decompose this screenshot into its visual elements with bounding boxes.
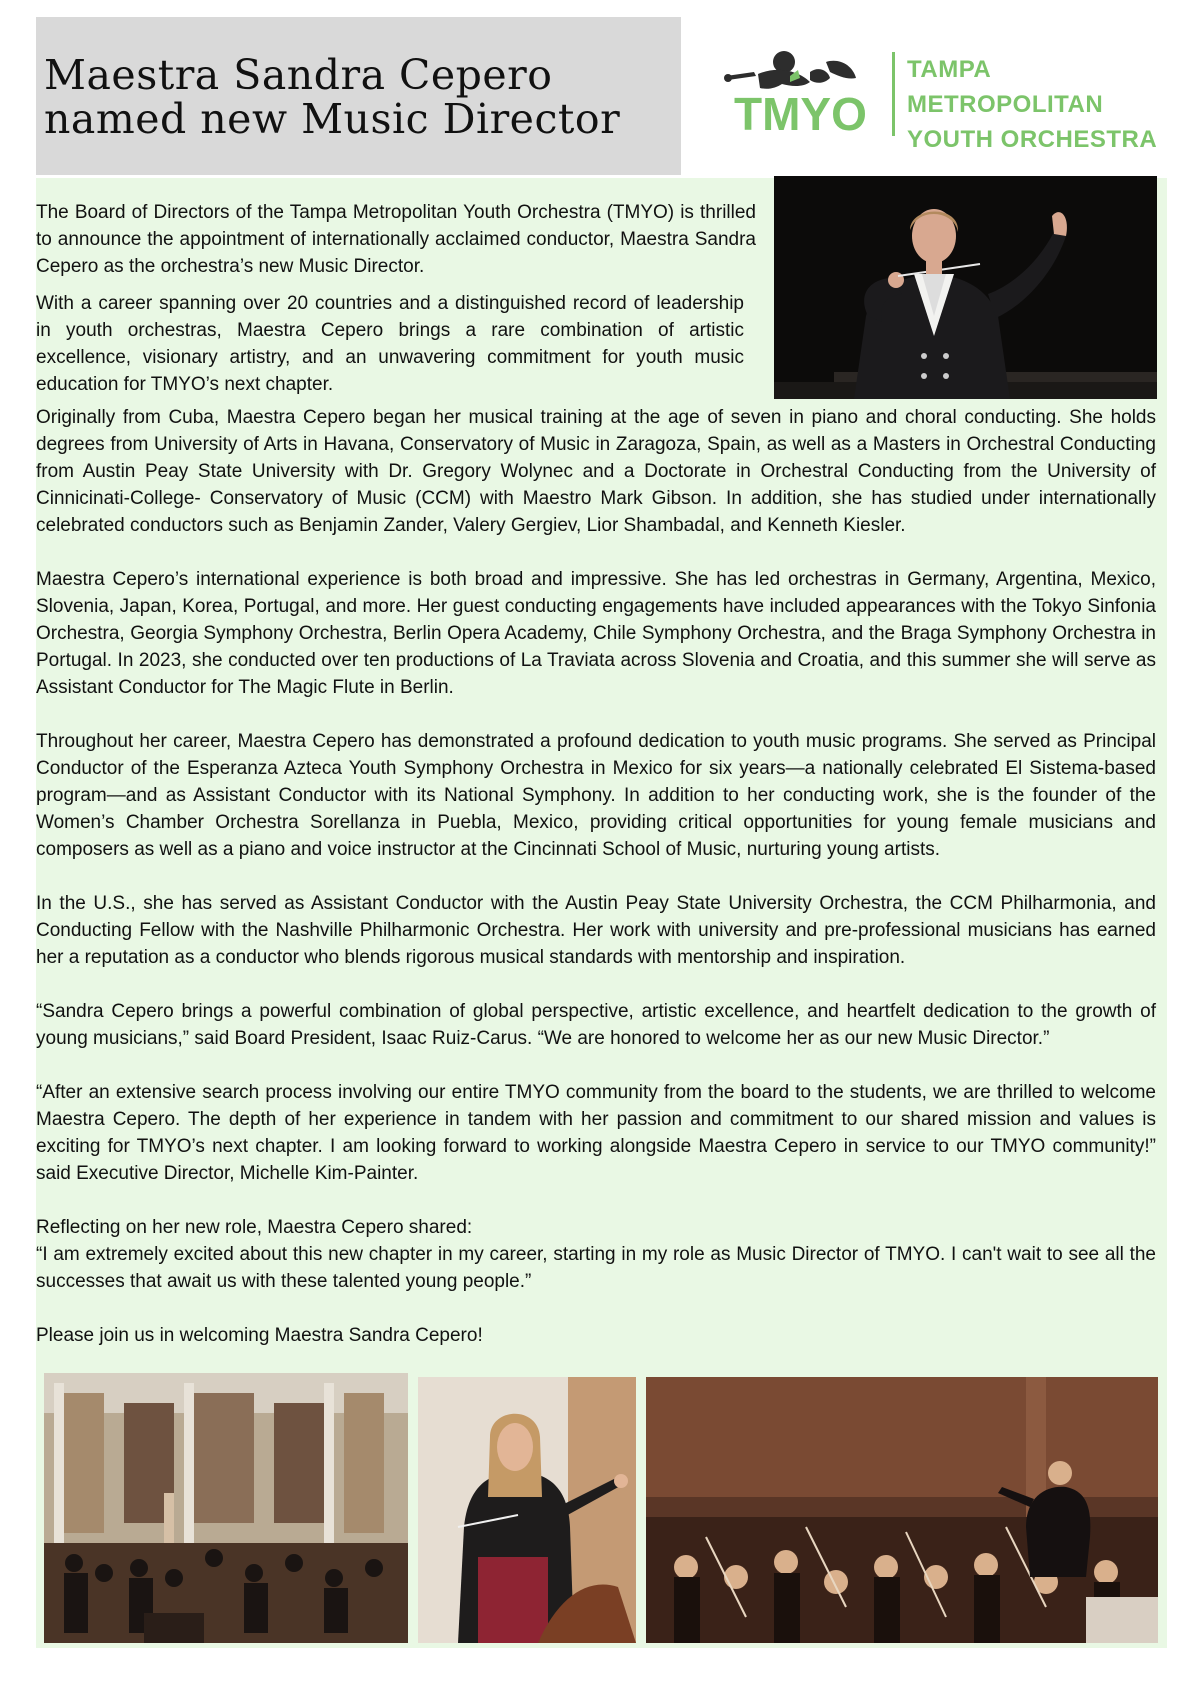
executive-director-quote: “After an extensive search process involving our entire TMYO community from the board to the students, we are thrilled to welcome Maestra Cepero. The depth of her experience in tandem with her passion and commitment to our shared mission and values is exciting for TMYO’s next chapter. I am looking forward to working alongside Maestra Cepero in service to our TMYO community!” said Executive Director, Michelle Kim-Painter. xyxy=(36,1082,1156,1184)
logo-name-line-1: TAMPA xyxy=(907,56,992,83)
reflection-intro: Reflecting on her new role, Maestra Cepero shared: xyxy=(36,1217,473,1238)
us-experience-paragraph: In the U.S., she has served as Assistant Conductor with the Austin Peay State University Orchestra, the CCM Philharmonia, and Conducting Fellow with the Nashville Philharmonic Orchestra. Her work with university and pre-professional musicians has earned her a reputation as a conductor who blends rigorous musical standards with mentorship and inspiration. xyxy=(36,893,1156,968)
title-box xyxy=(36,17,681,175)
cepero-quote: “I am extremely excited about this new chapter in my career, starting in my role as Music Director of TMYO. I can't wait to see all the successes that await us with these talented young people.” xyxy=(36,1244,1156,1292)
background-paragraph: Originally from Cuba, Maestra Cepero began her musical training at the age of seven in piano and choral conducting. She holds degrees from University of Arts in Havana, Conservatory of Music in Zaragoza, Spain, as well as a Masters in Orchestral Conducting from Austin Peay State University with Dr. Gregory Wolynec and a Doctorate in Orchestral Conducting from the University of Cinnicinati-College- Conservatory of Music (CCM) with Maestro Mark Gibson. In addition, she has studied under internationally celebrated conductors such as Benjamin Zander, Valery Gergiev, Lior Shambadal, and Kenneth Kiesler. xyxy=(36,407,1156,536)
intro-paragraph: The Board of Directors of the Tampa Metropolitan Youth Orchestra (TMYO) is thrilled to announce the appointment of internationally acclaimed conductor, Maestra Sandra Cepero as the orchestra’s new Music Director. xyxy=(36,202,756,277)
orchestra-concert-photo xyxy=(646,1377,1158,1643)
board-president-quote: “Sandra Cepero brings a powerful combination of global perspective, artistic excellence, and heartfelt dedication to the growth of young musicians,” said Board President, Isaac Ruiz-Carus. “We are honored to welcome her as our new Music Director.” xyxy=(36,1001,1156,1049)
page-title xyxy=(44,53,620,141)
title-line-1: Maestra Sandra Cepero xyxy=(44,51,553,99)
international-paragraph: Maestra Cepero’s international experience is both broad and impressive. She has led orchestras in Germany, Argentina, Mexico, Slovenia, Japan, Korea, Portugal, and more. Her guest conducting engagements have included appearances with the Tokyo Sinfonia Orchestra, Georgia Symphony Orchestra, Berlin Opera Academy, Chile Symphony Orchestra, and the Braga Symphony Orchestra in Portugal. In 2023, she conducted over ten productions of La Traviata across Slovenia and Croatia, and this summer she will serve as Assistant Conductor for The Magic Flute in Berlin. xyxy=(36,569,1156,698)
logo-figures-icon xyxy=(724,51,856,89)
logo-wordmark xyxy=(907,52,1157,157)
orchestra-hall-photo xyxy=(44,1373,408,1643)
logo-divider xyxy=(892,52,895,136)
conductor-closeup-photo xyxy=(418,1377,636,1643)
career-paragraph: With a career spanning over 20 countries and a distinguished record of leadership in youth orchestras, Maestra Cepero brings a rare combination of artistic excellence, visionary artistry, and an unwavering commitment for youth music education for TMYO’s next chapter. xyxy=(36,293,744,395)
title-line-2: named new Music Director xyxy=(44,95,621,143)
youth-programs-paragraph: Throughout her career, Maestra Cepero has demonstrated a profound dedication to youth music programs. She served as Principal Conductor of the Esperanza Azteca Youth Symphony Orchestra in Mexico for six years—a nationally celebrated El Sistema-based program—and as Assistant Conductor with its National Symphony. In addition to her conducting work, she is the founder of the Women’s Chamber Orchestra Sorellanza in Puebla, Mexico, providing critical opportunities for young female musicians and composers as well as a piano and voice instructor at the Cincinnati School of Music, nurturing young artists. xyxy=(36,731,1156,860)
hero-conductor-photo xyxy=(774,176,1157,399)
logo-acronym: TMYO xyxy=(734,88,867,140)
article-body xyxy=(36,404,1156,1376)
closing-line: Please join us in welcoming Maestra Sandra Cepero! xyxy=(36,1325,483,1346)
logo-name-line-2: METROPOLITAN xyxy=(907,91,1104,118)
logo-name-line-3: YOUTH ORCHESTRA xyxy=(907,126,1158,153)
